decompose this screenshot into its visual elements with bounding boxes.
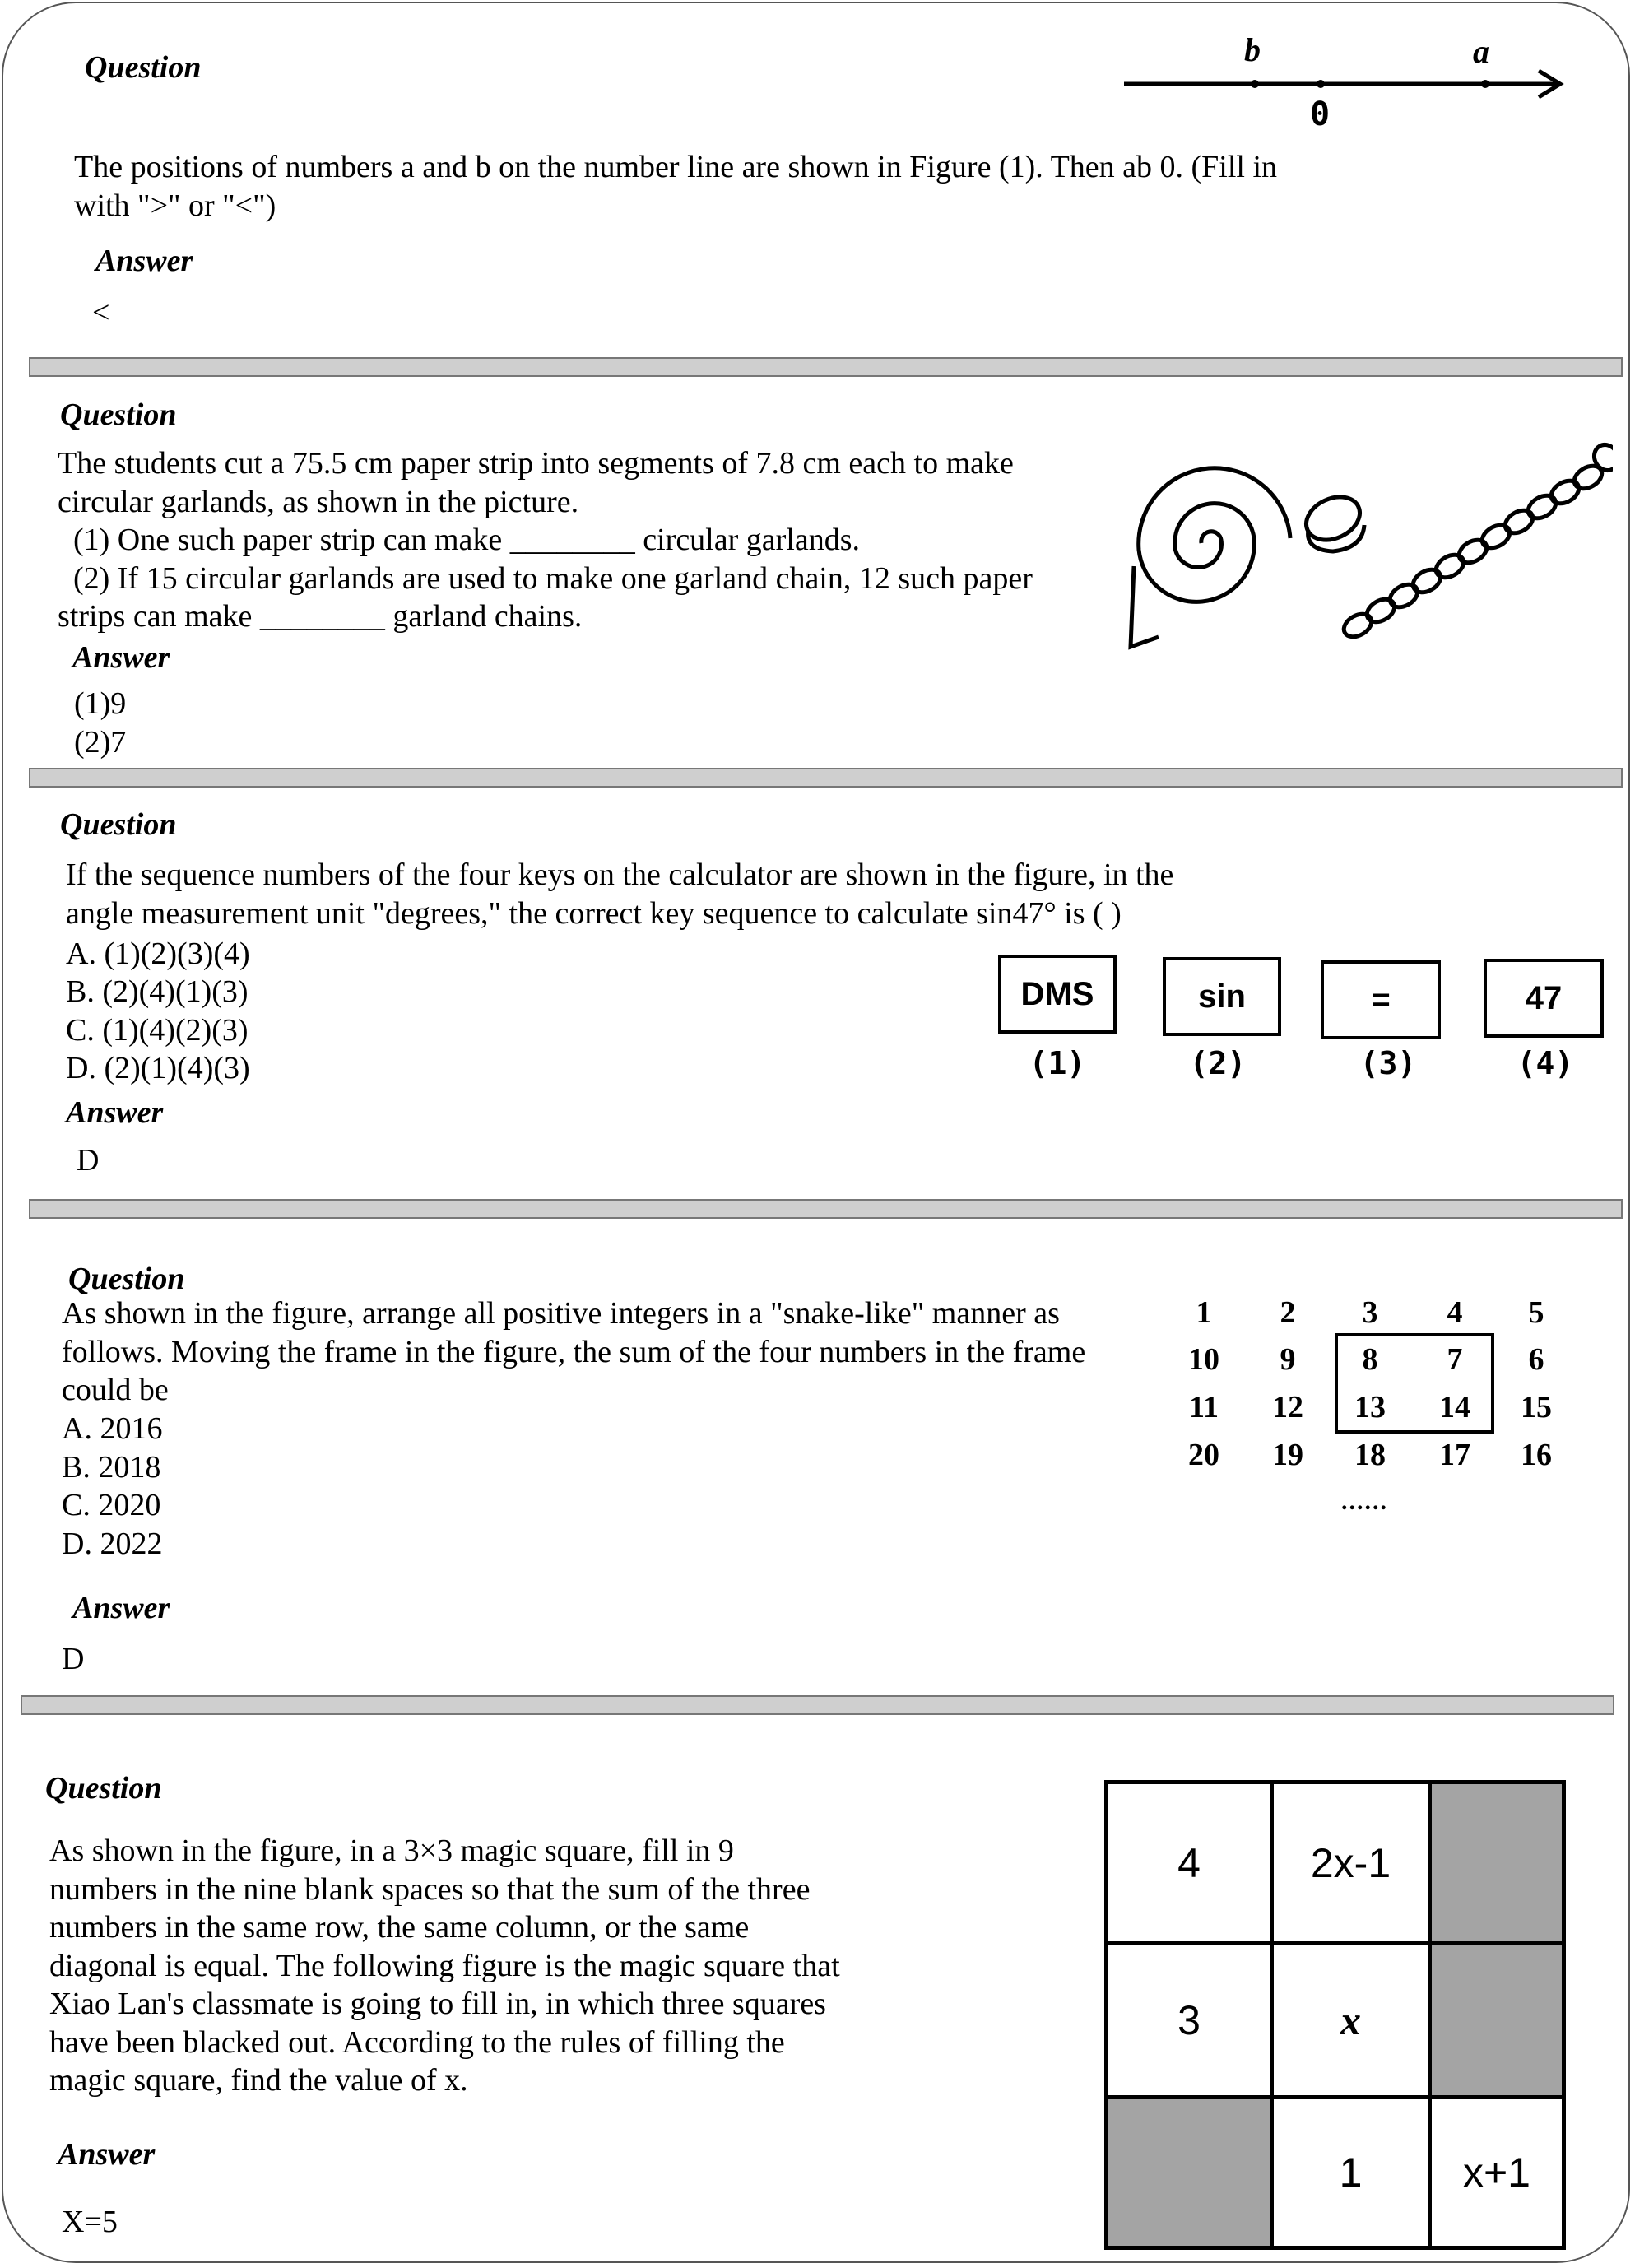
- single-ring: [1299, 489, 1367, 551]
- magic-square-value: x: [1340, 1997, 1361, 2043]
- magic-square-value: 1: [1339, 2149, 1363, 2196]
- magic-square-cell: [1104, 1780, 1274, 1945]
- q3-answer-label: Answer: [66, 1095, 164, 1130]
- grid-number: 1: [1196, 1295, 1212, 1330]
- q4-option-c: C. 2020: [62, 1488, 161, 1522]
- key-number-2: (2): [1189, 1045, 1247, 1081]
- q1-question-label: Question: [85, 50, 202, 85]
- blacked-out-cell: [1428, 1780, 1566, 1945]
- grid-ellipsis: ......: [1341, 1488, 1388, 1515]
- q2-answer-text: (1)9 (2)7: [74, 686, 127, 760]
- label-zero: 0: [1310, 95, 1331, 133]
- garland-chain: [1340, 440, 1613, 641]
- grid-number: 13: [1354, 1390, 1386, 1424]
- q3-option-a: A. (1)(2)(3)(4): [66, 936, 250, 971]
- q5-question-label: Question: [45, 1771, 162, 1806]
- paper-spiral: [1131, 468, 1290, 647]
- q3-option-c: C. (1)(4)(2)(3): [66, 1013, 249, 1048]
- key-equals: =: [1321, 960, 1441, 1039]
- q3-question-text: If the sequence numbers of the four keys on the calculator are shown in the figure, in the angle measurement unit "degrees," the correct key sequence to calculate sin47° is ( ): [66, 857, 1174, 931]
- key-sin: sin: [1163, 957, 1281, 1036]
- q2-answer-label: Answer: [72, 640, 170, 675]
- magic-square-cell: [1270, 1780, 1432, 1945]
- point-a: [1481, 80, 1489, 88]
- magic-square-value: 4: [1177, 1839, 1201, 1886]
- point-b: [1251, 80, 1259, 88]
- key-number-1: (1): [1029, 1045, 1086, 1081]
- key-number-4: (4): [1517, 1045, 1574, 1081]
- grid-number: 18: [1354, 1438, 1386, 1472]
- grid-number: 5: [1528, 1295, 1544, 1330]
- blacked-out-cell: [1428, 1941, 1566, 2099]
- magic-square-value: 2x-1: [1310, 1839, 1391, 1886]
- q5-question-text: As shown in the figure, in a 3×3 magic square, fill in 9 numbers in the nine blank spaces so that the sum of the three numbers in the same row, the same column, or the same diagonal is equal. The following figure is the magic square that Xiao Lan's classmate is going to fill in, in which three squares have been blacked out. According to the rules of filling the magic square, find the value of x.: [49, 1833, 840, 2098]
- grid-number: 14: [1439, 1390, 1470, 1424]
- key-47: 47: [1484, 959, 1604, 1038]
- q1-question-text: The positions of numbers a and b on the number line are shown in Figure (1). Then ab 0. (Fill in with ">" or "<"): [74, 150, 1278, 223]
- q4-answer-text: D: [62, 1642, 85, 1676]
- grid-number: 6: [1528, 1342, 1544, 1377]
- separator-1: [29, 357, 1623, 377]
- grid-number: 19: [1272, 1438, 1303, 1472]
- q3-option-d: D. (2)(1)(4)(3): [66, 1051, 250, 1085]
- separator-2: [29, 768, 1623, 788]
- q2-question-label: Question: [60, 397, 177, 432]
- q4-question-label: Question: [68, 1262, 185, 1296]
- key-dms: DMS: [998, 955, 1117, 1034]
- q1-answer-text: <: [92, 295, 110, 330]
- magic-square-value: x+1: [1462, 2149, 1530, 2196]
- q1-number-line: [1119, 25, 1580, 140]
- grid-number: 2: [1280, 1295, 1296, 1330]
- magic-square-cell: [1270, 2095, 1432, 2250]
- moving-frame: [1335, 1333, 1494, 1434]
- q5-answer-text: X=5: [62, 2205, 118, 2239]
- grid-number: 12: [1272, 1390, 1303, 1424]
- grid-number: 17: [1439, 1438, 1470, 1472]
- grid-number: 3: [1362, 1295, 1378, 1330]
- q4-option-d: D. 2022: [62, 1527, 163, 1561]
- label-b: b: [1244, 31, 1261, 68]
- q3-question-label: Question: [60, 807, 177, 842]
- magic-square-cell: [1270, 1941, 1432, 2099]
- grid-number: 15: [1521, 1390, 1552, 1424]
- q3-answer-text: D: [77, 1143, 100, 1178]
- grid-number: 4: [1447, 1295, 1463, 1330]
- q3-option-b: B. (2)(4)(1)(3): [66, 974, 249, 1009]
- blacked-out-cell: [1104, 2095, 1274, 2250]
- key-number-3: (3): [1359, 1045, 1417, 1081]
- grid-number: 20: [1188, 1438, 1219, 1472]
- q4-answer-label: Answer: [72, 1591, 170, 1625]
- grid-number: 8: [1362, 1342, 1378, 1377]
- q4-option-a: A. 2016: [62, 1411, 163, 1446]
- q2-question-text: The students cut a 75.5 cm paper strip into segments of 7.8 cm each to make circular garlands, as shown in the picture. (1) One such paper strip can make ________ circular garlands. (2) If 15 circular garlands are used to make one garland chain, 12 such paper strips can make ________ garland chains.: [58, 446, 1033, 634]
- separator-3: [29, 1199, 1623, 1219]
- grid-number: 16: [1521, 1438, 1552, 1472]
- point-zero: [1317, 80, 1325, 88]
- magic-square-value: 3: [1177, 1997, 1201, 2043]
- q4-question-text: As shown in the figure, arrange all positive integers in a "snake-like" manner as follows. Moving the frame in the figure, the sum of the four numbers in the frame could be: [62, 1296, 1086, 1407]
- magic-square-cell: [1104, 1941, 1274, 2099]
- magic-square-cell: [1428, 2095, 1566, 2250]
- q5-answer-label: Answer: [58, 2137, 156, 2172]
- garland-illustration: [1086, 420, 1613, 658]
- grid-number: 10: [1188, 1342, 1219, 1377]
- grid-number: 11: [1189, 1390, 1219, 1424]
- q4-option-b: B. 2018: [62, 1450, 161, 1485]
- label-a: a: [1473, 33, 1489, 70]
- separator-4: [21, 1695, 1614, 1715]
- q1-answer-label: Answer: [95, 244, 193, 278]
- grid-number: 9: [1280, 1342, 1296, 1377]
- grid-number: 7: [1447, 1342, 1463, 1377]
